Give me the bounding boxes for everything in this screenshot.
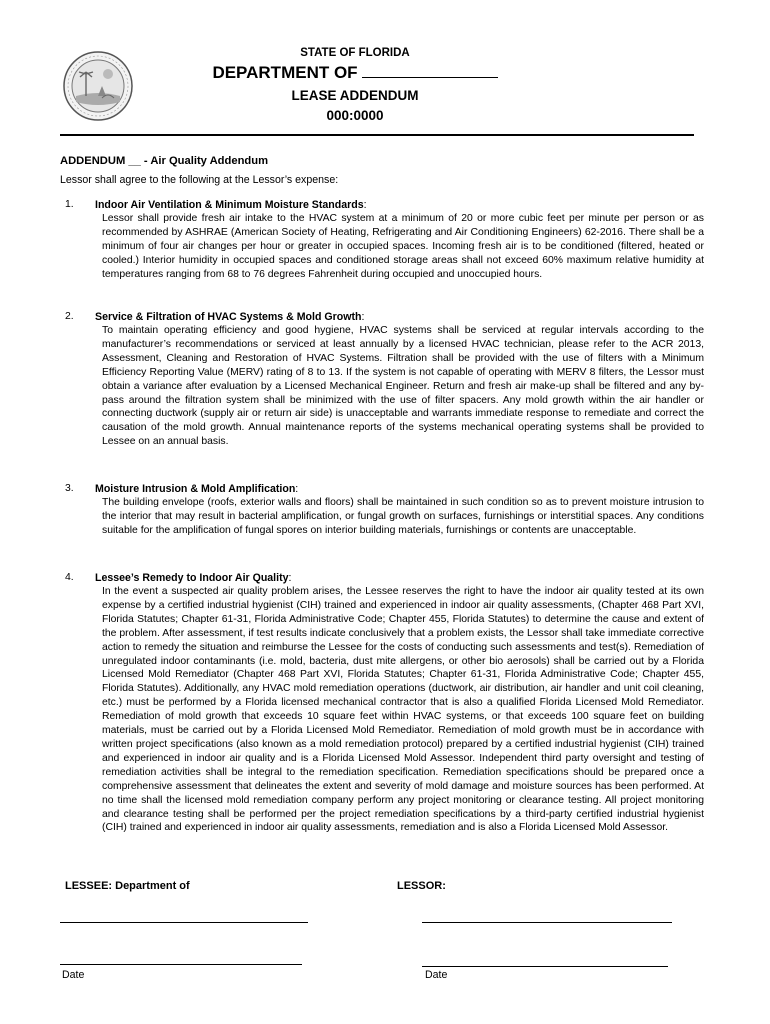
section-title: Indoor Air Ventilation & Minimum Moisture Standards:: [95, 199, 367, 211]
state-heading: STATE OF FLORIDA: [300, 47, 410, 59]
addendum-title: ADDENDUM __ - Air Quality Addendum: [60, 155, 269, 167]
section-title: Lessee’s Remedy to Indoor Air Quality:: [95, 572, 292, 584]
lessor-date-label: Date: [425, 969, 448, 981]
lessor-label: LESSOR:: [397, 880, 446, 892]
department-blank-line: [362, 63, 498, 78]
lessee-signature-line[interactable]: [60, 922, 308, 923]
header-divider: [60, 134, 694, 136]
document-title: LEASE ADDENDUM: [291, 88, 419, 103]
section-body: To maintain operating efficiency and good hygiene, HVAC systems shall be serviced at regular intervals according to the manufacturer’s recommendations or serviced at least annually by a licensed HVAC technician, please refer to the ACR 2013, Assessment, Cleaning and Restoration of HVAC Systems. Filtration shall be provided with the use of filters with a Minimum Efficiency Reporting Value (MERV) rating of 8 to 13. If the system is not capable of operating with MERV 8 filters, the Lessor must obtain a variance after evaluation by a Licensed Mechanical Engineer. Return and fresh air make-up shall be filtered and any by-pass around the filtration system shall be minimized with the use of filter spacers. Any mold growth within the air handler or connecting ductwork (supply air or return air side) is unacceptable and warrants immediate response to remediate and correct the causation of the mold growth. Annual maintenance reports of the systems mechanical operating systems shall be provided to Lessee on an annual basis.: [102, 325, 704, 448]
lessee-date-label: Date: [62, 969, 85, 981]
section-body: In the event a suspected air quality problem arises, the Lessee reserves the right to have the indoor air quality tested at its own expense by a certified industrial hygienist (CIH) trained and experienced in indoor air quality assessments, (Chapter 468 Part XVI, Florida Statutes; Chapter 61-31, Florida Administrative Code; Chapter 455, Florida Statutes) to determine the cause and extent of the problem. After assessment, if test results indicate conclusively that a problem exists, the Lessor shall take immediate corrective action to remedy the situation and reimburse the Lessee for the costs of conducting such assessments and test(s). Remediation of unregulated indoor contaminants (i.e. mold, bacteria, dust mite allergens, or other bio aerosols) shall be carried out by a Florida Licensed Mold Remediator (Chapter 468 Part XVI, Florida Statutes; Chapter 61-31, Florida Administrative Code; Chapter 455, Florida Statutes). Additionally, any HVAC mold remediation operations (ductwork, air distribution, air handler and unit coil cleaning, etc.) must be performed by a Florida licensed mechanical contractor that is also a qualified Florida Licensed Mold Remediator. Remediation of mold growth that exceeds 10 square feet within HVAC systems, or that exceeds 100 square feet on building materials, must be carried out by a Florida Licensed Mold Remediator. Remediation of mold growth must be in accordance with written project specifications (also known as a mold remediation protocol) prepared by a certified industrial hygienist (CIH) trained and experienced in indoor air quality and is a Florida Licensed Mold Assessor. Independent third party oversight and testing of remediation activities shall be integral to the remediation specification. Remediation specifications should be prepared once a comprehensive assessment that delineates the extent and severity of mold damage and moisture sources has been performed. At no time shall the licensed mold remediation company perform any project monitoring or clearance testing. All project monitoring and clearance testing shall be performed per the project remediation specifications by a third-party certified industrial hygienist (CIH) trained and experienced in indoor air quality assessments, remediation and is also a Florida Licensed Mold Assessor.: [102, 586, 704, 834]
section-number: 3.: [65, 483, 74, 494]
lessor-signature-line[interactable]: [422, 922, 672, 923]
section-body: The building envelope (roofs, exterior walls and floors) shall be maintained in such condition so as to prevent moisture intrusion to the interior that may result in bacterial amplification, or fungal growth on surfaces, furnishings or interstitial spaces. Any conditions suitable for the amplification of fungal spores on interior building materials, furnishings or contents are unacceptable.: [102, 497, 704, 536]
section-title: Moisture Intrusion & Mold Amplification:: [95, 483, 299, 495]
lessee-label: LESSEE: Department of: [65, 880, 190, 892]
section-title: Service & Filtration of HVAC Systems & Mold Growth:: [95, 311, 365, 323]
department-heading: [0, 63, 740, 83]
section-body: Lessor shall provide fresh air intake to the HVAC system at a minimum of 20 or more cubic feet per minute per person or as recommended by ASHRAE (American Society of Heating, Refrigerating and Air Conditioning Engineers) 62-2016. There shall be a minimum of four air changes per hour or greater in occupied spaces. Incoming fresh air is to be conditioned (filtered, heated or cooled.) Interior humidity in occupied spaces and conditioned storage areas shall not exceed 60% maximum relative humidity at temperatures ranging from 68 to 76 degrees Fahrenheit during occupied and unoccupied hours.: [102, 213, 704, 280]
department-label: DEPARTMENT OF: [212, 63, 358, 82]
document-number: 000:0000: [326, 108, 384, 123]
section-number: 2.: [65, 311, 74, 322]
section-number: 4.: [65, 572, 74, 583]
section-number: 1.: [65, 199, 74, 210]
addendum-intro: Lessor shall agree to the following at the Lessor’s expense:: [60, 174, 339, 186]
lessee-date-line[interactable]: [60, 964, 302, 965]
lessor-date-line[interactable]: [422, 966, 668, 967]
